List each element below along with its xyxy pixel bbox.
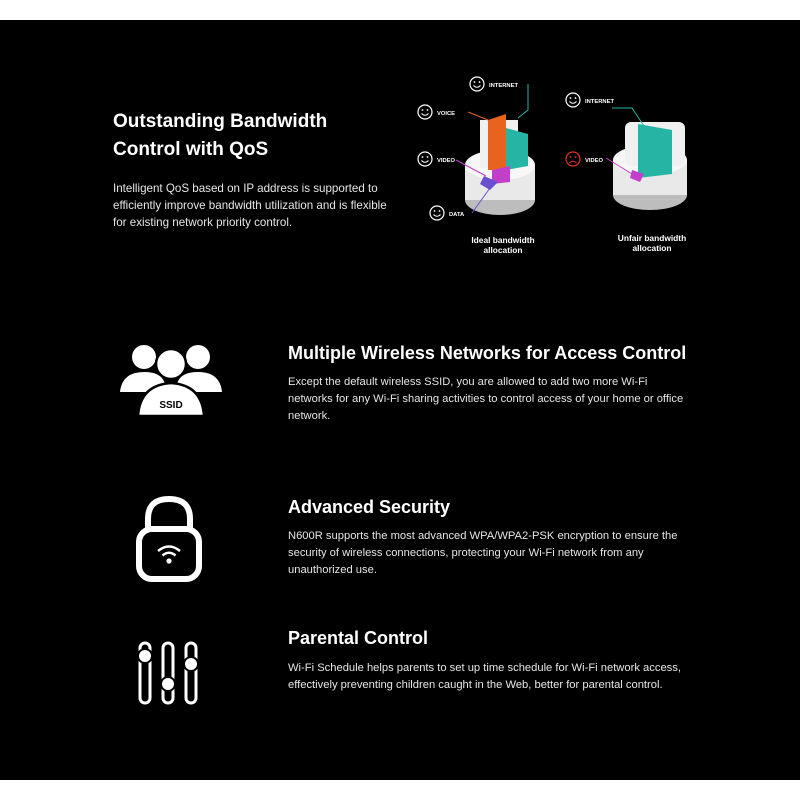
smiley-icon [418, 152, 432, 166]
users-icon [118, 340, 224, 420]
qos-title-line2: Control with QoS [113, 139, 269, 160]
ideal-label-video: VIDEO [437, 158, 456, 164]
ideal-label-data: DATA [449, 212, 465, 218]
ideal-label-internet: INTERNET [489, 83, 518, 89]
smiley-icon [566, 93, 580, 107]
ideal-allocation-diagram [456, 84, 535, 215]
feature-desc-parental-control: Wi-Fi Schedule helps parents to set up time schedule for Wi-Fi network access, effectively preventing children caught in the Web, better for parental control. [288, 662, 681, 691]
sad-face-icon [566, 152, 580, 166]
internet-segment [638, 124, 672, 178]
ideal-caption-line1: Ideal bandwidth [471, 235, 535, 245]
qos-illustration [410, 70, 710, 260]
ideal-label-voice: VOICE [437, 111, 456, 117]
qos-title-line1: Outstanding Bandwidth [113, 111, 328, 132]
smiley-icon [470, 77, 484, 91]
feature-title-parental-control: Parental Control [288, 628, 429, 648]
internet-segment [506, 128, 528, 170]
feature-desc-advanced-security: N600R supports the most advanced WPA/WPA2-PSK encryption to ensure the security of wireless connections, protecting your Wi-Fi network from any unauthorized use. [288, 530, 678, 576]
ideal-caption-line2: allocation [483, 245, 523, 255]
feature-title-multiple-networks: Multiple Wireless Networks for Access Control [288, 343, 687, 363]
unfair-label-video: VIDEO [585, 158, 604, 164]
sliders-icon [134, 640, 202, 706]
unfair-label-internet: INTERNET [585, 99, 614, 105]
qos-title [113, 108, 393, 164]
voice-segment [488, 114, 506, 170]
lock-wifi-icon [134, 493, 204, 583]
qos-description: Intelligent QoS based on IP address is supported to efficiently improve bandwidth utilization and is flexible for existing network priority control. [113, 182, 387, 229]
feature-title-advanced-security: Advanced Security [288, 497, 451, 517]
smiley-icon [418, 105, 432, 119]
ssid-label: SSID [159, 400, 183, 411]
smiley-icon [430, 206, 444, 220]
unfair-allocation-diagram [606, 108, 687, 210]
feature-desc-multiple-networks: Except the default wireless SSID, you are allowed to add two more Wi-Fi networks for any Wi-Fi sharing activities to control access of your home or office network. [288, 376, 684, 422]
unfair-caption-line1: Unfair bandwidth [617, 233, 687, 243]
unfair-caption-line2: allocation [632, 243, 672, 253]
